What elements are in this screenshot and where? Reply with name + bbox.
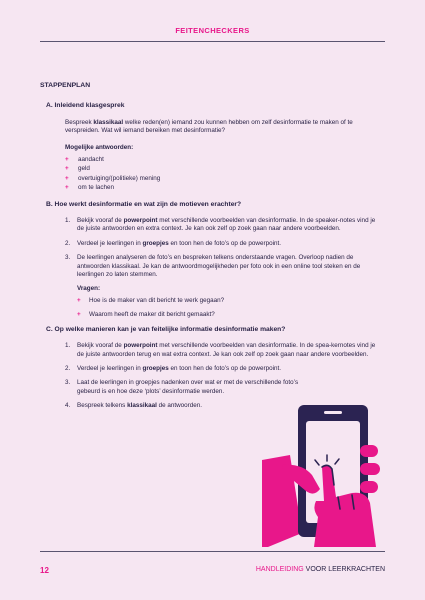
section-a-body bbox=[65, 119, 383, 193]
text-segment: met verschillende voorbeelden van desinformatie. In de spea-kernotes vind je de juiste antwoorden terug en wat extra context. Je kan ook zelf op zoek gaan naar andere voorbeelden. bbox=[77, 342, 376, 358]
text-segment: en toon hen de foto’s op de powerpoint. bbox=[168, 239, 281, 247]
step-item bbox=[65, 240, 383, 248]
text-bold-segment: klassikaal bbox=[127, 402, 157, 410]
list-item bbox=[77, 297, 383, 305]
hand-holding-phone-icon bbox=[262, 405, 388, 547]
text-bold-segment: groepjes bbox=[142, 364, 169, 372]
section-c-body bbox=[65, 342, 383, 410]
text-bold-segment: klassikaal bbox=[93, 118, 124, 126]
list-item bbox=[65, 165, 383, 173]
list-item-text: om te lachen bbox=[78, 184, 115, 192]
phone-illustration-svg bbox=[262, 405, 388, 547]
text-segment: welke reden(en) iemand zou kunnen hebben om zelf desinformatie te maken of te verspreiden. Wat wil iemand bereiken met desinformatie? bbox=[65, 118, 353, 135]
questions-label: Vragen: bbox=[77, 284, 101, 292]
running-footer bbox=[256, 566, 385, 573]
footer-right-text: VOOR LEERKRACHTEN bbox=[303, 566, 385, 573]
text-bold-segment: powerpoint bbox=[123, 342, 158, 350]
page-heading: STAPPENPLAN bbox=[40, 82, 91, 89]
section-a-title: A. Inleidend klasgesprek bbox=[46, 102, 125, 110]
step-number: 1. bbox=[65, 342, 71, 350]
list-item bbox=[77, 311, 383, 319]
step-number: 1. bbox=[65, 217, 71, 225]
step-item bbox=[65, 254, 383, 319]
plus-bullet-icon: + bbox=[77, 296, 81, 304]
plus-bullet-icon: + bbox=[65, 174, 69, 182]
running-header: FEITENCHECKERS bbox=[175, 26, 250, 35]
list-item bbox=[65, 156, 383, 164]
list-item bbox=[65, 184, 383, 192]
text-segment: en toon hen de foto’s op de powerpoint. bbox=[168, 364, 281, 372]
list-item-text: aandacht bbox=[78, 156, 104, 164]
text-segment: Laat de leerlingen in groepjes nadenken over wat er met de verschillende foto’s gebeurd is en hoe deze ‘plots’ desinformatie werden. bbox=[77, 379, 299, 395]
section-b-steps bbox=[65, 217, 383, 320]
step-item bbox=[65, 342, 383, 359]
questions-list bbox=[77, 297, 383, 320]
text-segment: Bespreek bbox=[65, 118, 94, 126]
step-item bbox=[65, 379, 317, 396]
step-number: 3. bbox=[65, 254, 71, 262]
text-segment: De leerlingen analyseren de foto’s en bespreken telkens onderstaande vragen. Overloop nadien de antwoorden klassikaal. Je kan de antwoordmogelijkheden per foto ook in een online tool steken en de leerlingen zo laten stemmen. bbox=[77, 254, 361, 279]
questions-block bbox=[77, 285, 383, 320]
section-c-title: C. Op welke manieren kan je van feitelijke informatie desinformatie maken? bbox=[46, 325, 286, 333]
plus-bullet-icon: + bbox=[65, 165, 69, 173]
step-number: 4. bbox=[65, 402, 71, 410]
text-segment: Verdeel je leerlingen in bbox=[77, 364, 143, 372]
text-segment: met verschillende voorbeelden van desinformatie. In de speaker-notes vind je de juiste antwoorden en extra context. Je kan ook zelf op zoek gaan naar andere voorbeelden. bbox=[77, 217, 376, 233]
text-segment: de antwoorden. bbox=[156, 402, 202, 410]
text-segment: Bespreek telkens bbox=[77, 402, 128, 410]
header-divider bbox=[40, 41, 385, 42]
step-number: 3. bbox=[65, 379, 71, 387]
section-b-body bbox=[65, 217, 383, 320]
page-content bbox=[40, 82, 383, 417]
text-bold-segment: groepjes bbox=[142, 239, 169, 247]
step-item bbox=[65, 365, 383, 373]
footer-left-text: HANDLEIDING bbox=[255, 566, 304, 573]
answers-label: Mogelijke antwoorden: bbox=[65, 143, 134, 151]
plus-bullet-icon: + bbox=[65, 156, 69, 164]
text-segment: Bekijk vooraf de bbox=[77, 217, 124, 225]
list-item-text: Hoe is de maker van dit bericht te werk gegaan? bbox=[89, 296, 225, 304]
section-b-title: B. Hoe werkt desinformatie en wat zijn de motieven erachter? bbox=[46, 200, 242, 208]
step-item bbox=[65, 217, 383, 234]
footer-divider bbox=[40, 551, 385, 552]
step-number: 2. bbox=[65, 239, 71, 247]
plus-bullet-icon: + bbox=[77, 311, 81, 319]
section-a-text bbox=[65, 119, 383, 136]
text-segment: Verdeel je leerlingen in bbox=[77, 239, 143, 247]
list-item bbox=[65, 175, 383, 183]
list-item-text: geld bbox=[78, 165, 90, 173]
answers-list bbox=[65, 156, 383, 193]
page-number: 12 bbox=[40, 566, 49, 575]
plus-bullet-icon: + bbox=[65, 184, 69, 192]
section-c-steps bbox=[65, 342, 383, 410]
questions-label-text: Vragen bbox=[77, 284, 98, 292]
list-item-text: overtuiging/(politieke) mening bbox=[78, 174, 161, 182]
list-item-text: Waarom heeft de maker dit bericht gemaakt? bbox=[89, 311, 215, 319]
step-number: 2. bbox=[65, 364, 71, 372]
text-segment: Bekijk vooraf de bbox=[77, 342, 124, 350]
text-bold-segment: powerpoint bbox=[123, 217, 158, 225]
